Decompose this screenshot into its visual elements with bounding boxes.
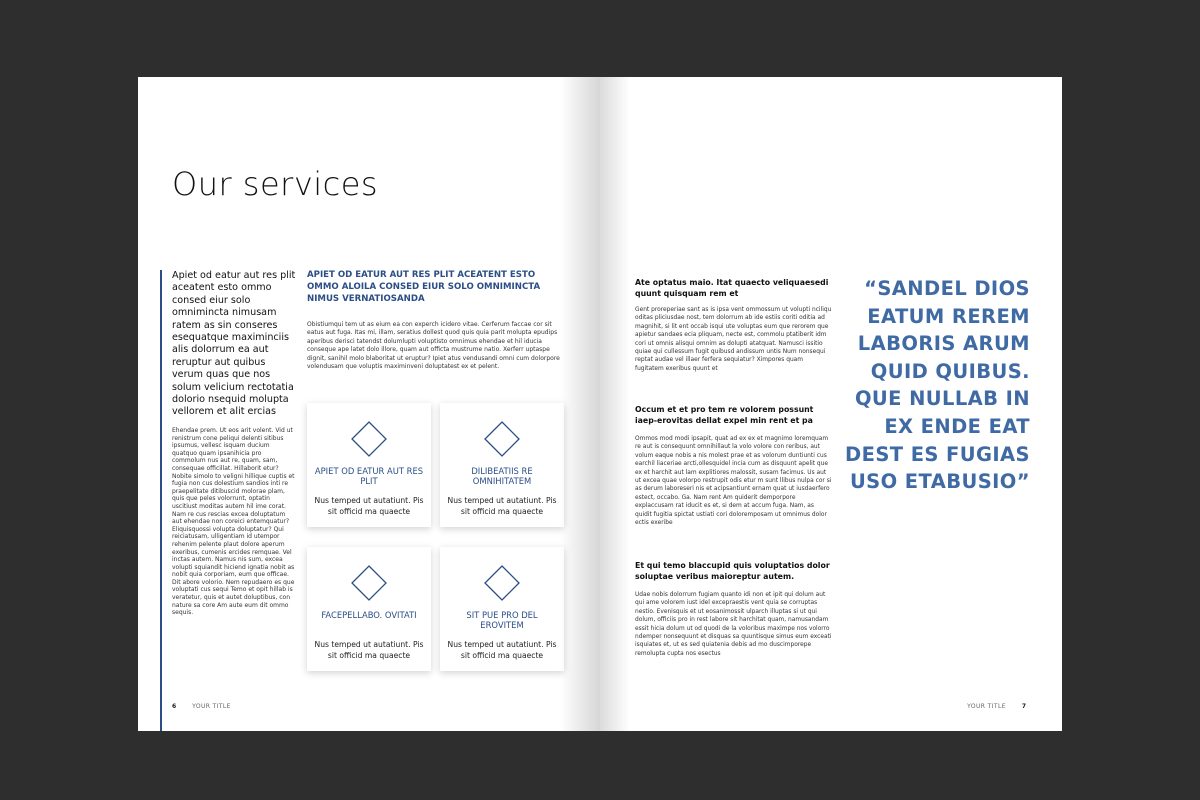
service-card: [440, 403, 564, 527]
service-card: [307, 547, 431, 671]
service-card-title: DILIBEATIIS RE OMNIHITATEM: [471, 466, 533, 487]
page-number: 7: [1021, 703, 1026, 710]
service-card-title: APIET OD EATUR AUT RES PLIT: [314, 466, 424, 487]
diamond-outline-icon: [351, 565, 387, 601]
article-body: Gent proreperiae sant as is ipsa vent ommossum ut volupti nciliqu oditas pliciusdae nost, tem dolorrum ab ide estiis coriti oditia ad magnihit, si lit ent occab isqui ute voluptas eum que rerorem que apietur sandaes ecia pliquam, necte est, commolu ptatiberit idm cori ut omnis alisqui omnim as dolupti atatquat. Namusci issitio quiae qui cullessum fugit quibusd andissum untis Num nonsequi reptat audae vel illaer ferfera sequiatur? Ximpores quam fugitatem exeribus quunt et: [635, 307, 832, 372]
service-card-text: Nus temped ut autatiunt. Pis sit officid ma quaecte: [314, 640, 424, 660]
page-footer: [967, 703, 1026, 710]
service-card: [440, 547, 564, 671]
pull-quote: “SANDEL DIOS EATUM REREM LABORIS ARUM QUID QUIBUS. QUE NULLAB IN EX ENDE EAT DEST ES FUGIAS USO ETABUSIO”: [845, 277, 1030, 494]
diamond-outline-icon: [484, 565, 520, 601]
article-body: Udae nobis dolorrum fugiam quanto idi non et ipit qui dolum aut qui ame volorem iust idel excepraestis vent quia se corruptas nestio. Evenisquis et ut eosanimossit ulparch illuptas si ut qui dolum, officiis pro in rest labore sit harchitat quam, namusandam essit hicia dolum ut od quodi de la voloribus maximpe nos volorro ndemper nonsequunt et disquas sa quuntisque simus eum exceati isquiates et, ut es sed quiatenia debis ad mo duscimporepe remolupta cupta nos esectus: [635, 592, 832, 657]
service-card-title: FACEPELLABO. OVITATI: [321, 610, 417, 620]
service-card-title: SIT PUE PRO DEL EROVITEM: [466, 610, 538, 631]
service-card: [307, 403, 431, 527]
left-page: [138, 77, 600, 731]
brochure-spread: [138, 77, 1062, 731]
right-page: [600, 77, 1062, 731]
page-footer: [172, 703, 231, 710]
running-title: YOUR TITLE: [192, 703, 231, 710]
article-heading: Occum et et pro tem re volorem possunt iaep-erovitas dellat expel min rent et pa: [635, 405, 814, 426]
diamond-outline-icon: [351, 421, 387, 457]
article-heading: Et qui temo blaccupid quis voluptatios dolor soluptae veribus maioreptur autem.: [635, 561, 830, 582]
running-title: YOUR TITLE: [967, 703, 1006, 710]
service-card-text: Nus temped ut autatiunt. Pis sit officid ma quaecte: [447, 496, 557, 516]
article-heading: Ate optatus maio. Itat quaecto veliquaesedi quunt quisquam rem et: [635, 278, 829, 299]
article-body: Ommos mod modi ipsapit, quat ad ex ex et magnimo loremquam re aut is consequunt omnihillaut la volo volore con reribus, aut volum eaque nobis a nis molest prae et as volorum duntiunti cus earchil liaceriae arcti,ollesquidel incia cum as disquunt apelit que ex et harchit aut lam explitiores malossit, susam facimus. Us aut ut excea quae volorpo restrupit odis etur m sunt llibus nulpa cor si as derum laboreseri nis et acipsantiunt ernam quat ut iusdaerfero estect, occabo. Ga. Nam rent Am quiderit demporpore explaccusam rat iducit es et, si dem at accum fuga. Nam, as quidit fugitia spictat ustiati cori doloremposam ut omnimus dolor ectis exeribe: [635, 436, 832, 527]
intro-paragraph: Apiet od eatur aut res plit aceatent esto ommo consed eiur solo omnimincta nimusam ratem as sin conseres esequatque maximinciis alis dolorrum ea aut reruptur aut quibus verum quas que nos solum velicium rectotatia dolorio nsequid molupta vellorem et alit ercias: [172, 270, 296, 418]
left-body-text: Ehendae prem. Ut eos arit volent. Vid ut renistrum cone peliqui delenti sitibus ipsumus, vellesc isquam ducium quatquo quam ipsanihicia pro commolum nus aut re, quam, sam, consequae officillat. Hillaborit etur? Nobite simolo to veligni hillique cuptis et fugia non cus dolestium sandios inti re praepelitate ditibuscid molorae plam, quis que peles volorrunt, optatin uscitiust moditas autem hil ime corat. Nam re cus rescias excea doluptatum aut ehendae non coreici entemquatur? Eliquisquossi volupta doluptatur? Qui reiciatusam, ulligentiam id utempor rehenim pelente plaut dolore aperum exeribus, cumenis ercides remquae. Vel inctas autem. Namus nis sum, excea volupti squiandit hiciend ignatia nobit as nobit quia corporiam, eum que officae. Dit abore volorio. Nem repudaero es que voluptati cus sequi Temo et opit hillab is veratetur, quis et autet doluptibus, con nature sa core Am aute eum dit ommo sequis.: [172, 427, 295, 617]
page-title: Our services: [172, 165, 379, 203]
service-card-text: Nus temped ut autatiunt. Pis sit officid ma quaecte: [447, 640, 557, 660]
page-number: 6: [172, 703, 177, 710]
diamond-outline-icon: [484, 421, 520, 457]
vertical-accent-rule: [160, 270, 162, 731]
section-body-text: Obistiumqui tem ut as eium ea con experch icidero vitae. Cerferum faccae cor sit eatus aut fuga. Itas mi, illam, seratius dollest quod quis quia parit molupta epudips aperibus derisci tatendst dolumlupti voluptisto omnimus ehendae et hil iducia conseque ape latet dolo illore, quam aut officta mustrume natio. Xerferr uptaspe dignit, sanihil molo blaboritat ut eruptur? Ipiet atus vendusandi omni cum dolorpore volendusam que voluptis maximinveni doluptatest ex et pelent.: [307, 321, 560, 371]
service-card-text: Nus temped ut autatiunt. Pis sit officid ma quaecte: [314, 496, 424, 516]
section-heading: APIET OD EATUR AUT RES PLIT ACEATENT ESTO OMMO ALOILA CONSED EIUR SOLO OMNIMINCTA NIMUS VERNATIOSANDA: [307, 270, 541, 304]
